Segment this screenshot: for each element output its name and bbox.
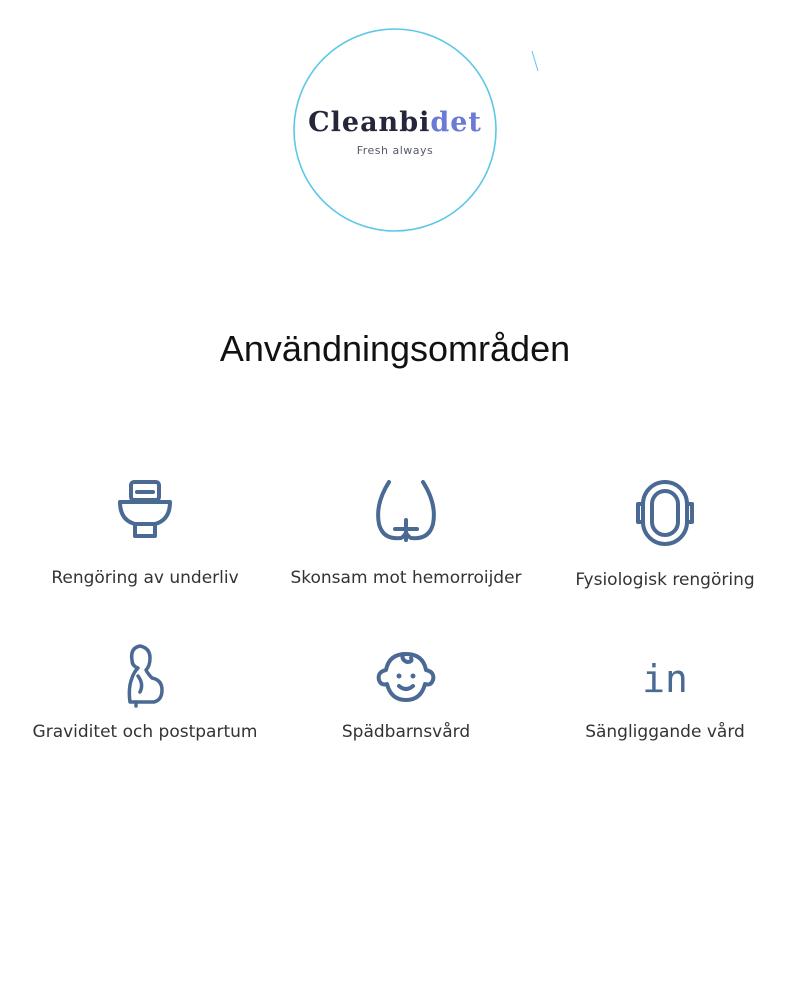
logo [292, 27, 498, 233]
feature-genital-cleaning [35, 478, 255, 598]
feature-label: Rengöring av underliv [51, 568, 239, 588]
sanitary-pad-icon [635, 478, 695, 548]
feature-hemorrhoids [266, 478, 546, 598]
feature-label: Graviditet och postpartum [32, 722, 258, 742]
feature-infant-care [296, 650, 516, 750]
feature-label: Spädbarnsvård [341, 722, 471, 742]
brand-tagline: Fresh always [356, 144, 434, 157]
feature-label: Fysiologisk rengöring [575, 570, 755, 590]
feature-physiological-cleaning [550, 478, 780, 598]
in-text-icon: in [642, 657, 688, 701]
feature-pregnancy [20, 642, 270, 752]
pregnant-woman-icon [120, 642, 170, 708]
feature-label: Sängliggande vård [585, 722, 745, 742]
decorative-stroke [531, 50, 541, 74]
buttocks-icon [371, 478, 441, 544]
baby-face-icon [375, 650, 437, 704]
feature-label: Skonsam mot hemorroijder [290, 568, 522, 588]
page-title: Användningsområden [219, 328, 571, 369]
toilet-icon [115, 478, 175, 542]
brand-name: Cleanbidet [308, 107, 482, 138]
feature-bedridden-care [560, 657, 770, 756]
